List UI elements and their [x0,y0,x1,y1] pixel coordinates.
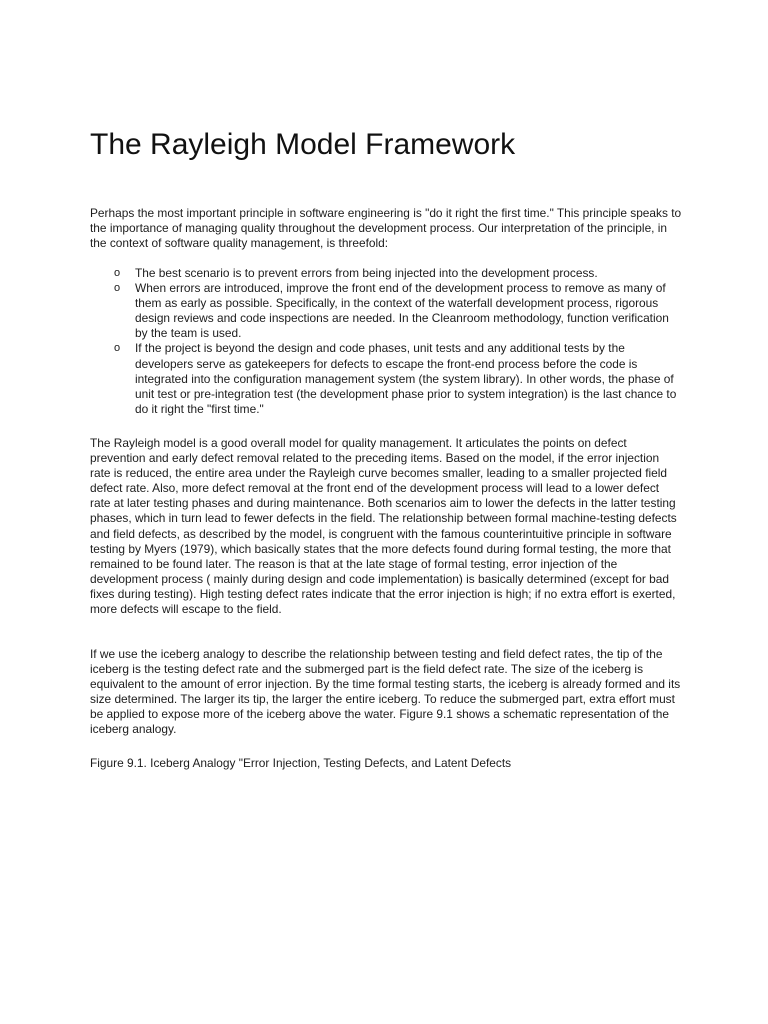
bullet-marker: o [114,342,121,355]
list-item-text: The best scenario is to prevent errors from being injected into the development process. [135,266,598,280]
list-item [90,281,682,341]
bullet-marker: o [114,282,121,295]
list-item [90,341,682,416]
list-item-text: When errors are introduced, improve the front end of the development process to remove as many of them as early as possible. Specifically, in the context of the waterfall development process, rigorous design reviews and code inspections are needed. In the Cleanroom methodology, function verification by the team is used. [135,281,669,341]
list-item [90,266,682,281]
figure-caption: Figure 9.1. Iceberg Analogy "Error Injection, Testing Defects, and Latent Defects [90,756,512,770]
rayleigh-paragraph: The Rayleigh model is a good overall model for quality management. It articulates the points on defect prevention and early defect removal related to the preceding items. Based on the model, if the error injection rate is reduced, the entire area under the Rayleigh curve becomes smaller, leading to a smaller projected field defect rate. Also, more defect removal at the front end of the development process will lead to a lower defect rate at later testing phases and during maintenance. Both scenarios aim to lower the defects in the latter testing phases, which in turn lead to fewer defects in the field. The relationship between formal machine-testing defects and field defects, as described by the model, is congruent with the famous counterintuitive principle in software testing by Myers (1979), which basically states that the more defects found during formal testing, the more that remained to be found later. The reason is that at the late stage of formal testing, error injection of the development process ( mainly during design and code implementation) is basically determined (except for bad fixes during testing). High testing defect rates indicate that the error injection is high; if no extra effort is exerted, more defects will escape to the field. [90,436,677,617]
list-item-text: If the project is beyond the design and code phases, unit tests and any additional tests by the developers serve as gatekeepers for defects to escape the front-end process before the code is integrated into the configuration management system (the system library). In other words, the phase of unit test or pre-integration test (the development phase prior to system integration) is the last chance to do it right the "first time." [135,341,677,416]
page-title: The Rayleigh Model Framework [90,128,516,161]
iceberg-paragraph: If we use the iceberg analogy to describe the relationship between testing and field defect rates, the tip of the iceberg is the testing defect rate and the submerged part is the field defect rate. The size of the iceberg is equivalent to the amount of error injection. By the time formal testing starts, the iceberg is already formed and its size determined. The larger its tip, the larger the entire iceberg. To reduce the submerged part, extra effort must be applied to expose more of the iceberg above the water. Figure 9.1 shows a schematic representation of the iceberg analogy. [90,647,681,737]
bullet-marker: o [114,267,121,279]
intro-paragraph: Perhaps the most important principle in software engineering is "do it right the first time." This principle speaks to the importance of managing quality throughout the development process. Our interpretation of the principle, in the context of software quality management, is threefold: [90,206,682,251]
principle-list [90,266,682,417]
